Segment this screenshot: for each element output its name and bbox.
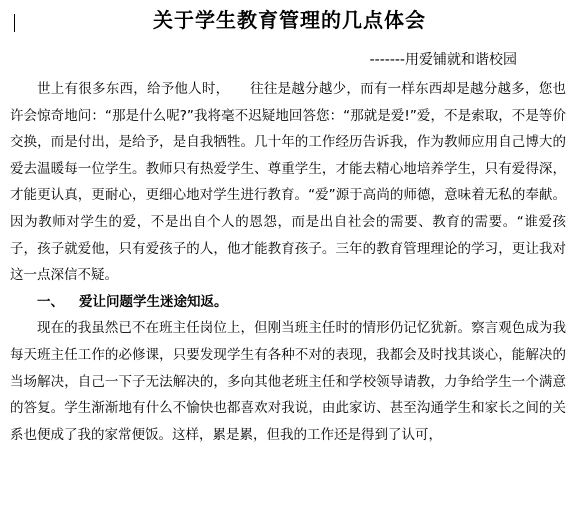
- document-byline: -------用爱铺就和谐校园: [369, 52, 517, 68]
- body-paragraph-1: 世上有很多东西，给予他人时， 往往是越分越少，而有一样东西却是越分越多，您也许会惊奇地问：“那是什么呢?”我将毫不迟疑地回答您：“那就是爱!”爱，不是索取，不是等价交换，而是付出，是给予，是自我牺牲。几十年的工作经历告诉我，作为教师应用自己博大的爱去温暖每一位学生。教师只有热爱学生、尊重学生，才能去精心地培养学生，只有爱得深，才能更认真，更耐心，更细心地对学生进行教育。“爱”源于高尚的师德，意味着无私的奉献。因为教师对学生的爱，不是出自个人的恩怨，而是出自社会的需要、教育的需要。“谁爱孩子，孩子就爱他，只有爱孩子的人，他才能教育孩子。三年的教育管理理论的学习，更让我对这一点深信不疑。: [10, 81, 566, 284]
- document-title: 关于学生教育管理的几点体会: [153, 8, 426, 32]
- section-heading-number: 一、: [37, 293, 64, 310]
- section-heading-text: 爱让问题学生迷途知返。: [79, 293, 228, 310]
- document-body: [10, 76, 566, 448]
- section-heading: [10, 289, 566, 316]
- body-paragraph-2: 现在的我虽然已不在班主任岗位上，但刚当班主任时的情形仍记忆犹新。察言观色成为我每天班主任工作的必修课，只要发现学生有各种不对的表现，我都会及时找其谈心，能解决的当场解决，自己一下子无法解决的，多向其他老班主任和学校领导请教，力争给学生一个满意的答复。学生渐渐地有什么不愉快也都喜欢对我说，由此家访、甚至沟通学生和家长之间的关系也便成了我的家常便饭。这样，累是累，但我的工作还是得到了认可，: [10, 320, 566, 443]
